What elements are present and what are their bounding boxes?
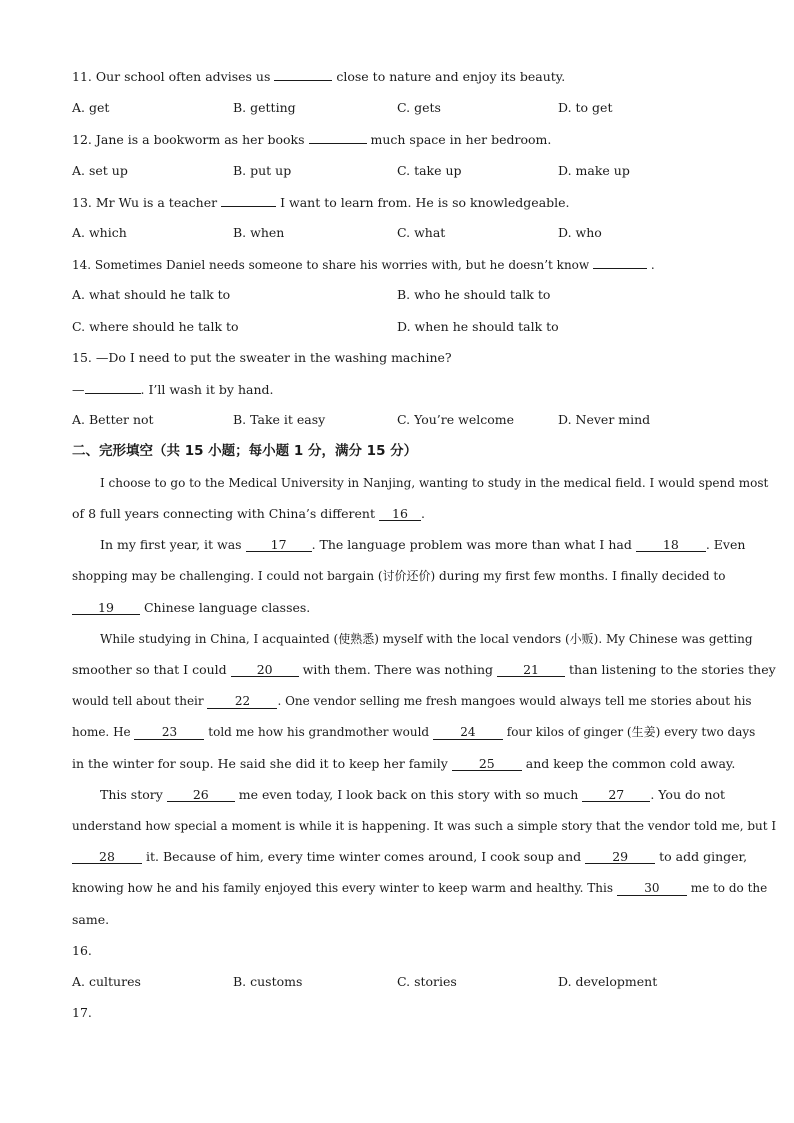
passage-line: I choose to go to the Medical University in Nanjing, wanting to study in the medical field. I would spend most bbox=[100, 476, 769, 490]
option-d[interactable]: D. development bbox=[558, 974, 658, 989]
passage-text: of 8 full years connecting with China’s different bbox=[72, 506, 375, 521]
question-13 bbox=[72, 194, 570, 211]
question-text: Jane is a bookworm as her books bbox=[95, 132, 305, 147]
answer-blank[interactable] bbox=[221, 194, 276, 207]
passage-text: with them. There was nothing bbox=[302, 662, 494, 677]
option-a[interactable]: A. set up bbox=[72, 163, 128, 178]
cloze-blank-30[interactable]: 30 bbox=[617, 882, 687, 896]
passage-line bbox=[72, 600, 310, 616]
option-b[interactable]: B. customs bbox=[233, 974, 303, 989]
question-text: Our school often advises us bbox=[95, 69, 271, 84]
cloze-blank-29[interactable]: 29 bbox=[585, 850, 655, 864]
question-17-number: 17. bbox=[72, 1005, 92, 1020]
cloze-blank-17[interactable]: 17 bbox=[246, 538, 312, 552]
passage-line: same. bbox=[72, 912, 110, 927]
question-text: Mr Wu is a teacher bbox=[95, 195, 218, 210]
passage-line bbox=[72, 506, 425, 522]
passage-line: shopping may be challenging. I could not bargain (讨价还价) during my first few months. I finally decided to bbox=[72, 569, 726, 583]
passage-text: knowing how he and his family enjoyed this every winter to keep warm and healthy. This bbox=[72, 881, 614, 895]
question-text: . I’ll wash it by hand. bbox=[140, 382, 274, 397]
option-d[interactable]: D. Never mind bbox=[558, 412, 651, 427]
dialogue-dash: — bbox=[72, 382, 85, 397]
question-text: close to nature and enjoy its beauty. bbox=[336, 69, 566, 84]
option-a[interactable]: A. cultures bbox=[72, 974, 141, 989]
option-d[interactable]: D. to get bbox=[558, 100, 613, 115]
passage-text: home. He bbox=[72, 725, 131, 739]
passage-line: While studying in China, I acquainted (使熟悉) myself with the local vendors (小贩). My Chinese was getting bbox=[100, 632, 753, 646]
passage-text: told me how his grandmother would bbox=[208, 725, 430, 739]
cloze-blank-16[interactable]: 16 bbox=[379, 507, 421, 521]
cloze-blank-19[interactable]: 19 bbox=[72, 601, 140, 615]
question-text: . bbox=[650, 258, 655, 272]
cloze-blank-20[interactable]: 20 bbox=[231, 663, 299, 677]
cloze-blank-28[interactable]: 28 bbox=[72, 850, 142, 864]
cloze-blank-23[interactable]: 23 bbox=[134, 726, 204, 740]
option-b[interactable]: B. put up bbox=[233, 163, 292, 178]
passage-text: In my first year, it was bbox=[100, 537, 242, 552]
option-a[interactable]: A. what should he talk to bbox=[72, 287, 231, 302]
passage-text: would tell about their bbox=[72, 694, 204, 708]
option-a[interactable]: A. Better not bbox=[72, 412, 154, 427]
passage-line bbox=[100, 787, 725, 803]
question-15-response bbox=[72, 381, 273, 398]
answer-blank[interactable] bbox=[593, 256, 647, 269]
passage-text: . You do not bbox=[650, 787, 726, 802]
passage-text: Chinese language classes. bbox=[143, 600, 311, 615]
option-c[interactable]: C. gets bbox=[397, 100, 441, 115]
question-number: 15. bbox=[72, 350, 92, 365]
option-c[interactable]: C. where should he talk to bbox=[72, 319, 239, 334]
cloze-blank-18[interactable]: 18 bbox=[636, 538, 706, 552]
passage-text: smoother so that I could bbox=[72, 662, 227, 677]
answer-blank[interactable] bbox=[274, 68, 332, 81]
question-11 bbox=[72, 68, 565, 85]
option-c[interactable]: C. take up bbox=[397, 163, 462, 178]
passage-text: . One vendor selling me fresh mangoes would always tell me stories about his bbox=[277, 694, 752, 708]
passage-text: me to do the bbox=[690, 881, 768, 895]
question-12 bbox=[72, 131, 551, 148]
cloze-blank-26[interactable]: 26 bbox=[167, 788, 235, 802]
cloze-blank-22[interactable]: 22 bbox=[207, 695, 277, 709]
question-text: Sometimes Daniel needs someone to share his worries with, but he doesn’t know bbox=[94, 258, 590, 272]
question-text: I want to learn from. He is so knowledgeable. bbox=[280, 195, 570, 210]
passage-line bbox=[72, 756, 735, 772]
question-15 bbox=[72, 350, 452, 366]
cloze-blank-21[interactable]: 21 bbox=[497, 663, 565, 677]
passage-text: and keep the common cold away. bbox=[525, 756, 736, 771]
passage-text: four kilos of ginger (生姜) every two days bbox=[506, 725, 756, 739]
passage-text: in the winter for soup. He said she did it to keep her family bbox=[72, 756, 448, 771]
passage-text: than listening to the stories they bbox=[569, 662, 776, 677]
option-d[interactable]: D. make up bbox=[558, 163, 630, 178]
option-d[interactable]: D. when he should talk to bbox=[397, 319, 559, 334]
answer-blank[interactable] bbox=[309, 131, 367, 144]
passage-line bbox=[72, 880, 767, 896]
passage-line bbox=[72, 724, 755, 740]
option-d[interactable]: D. who bbox=[558, 225, 602, 240]
option-a[interactable]: A. which bbox=[72, 225, 127, 240]
passage-line bbox=[72, 662, 776, 678]
question-number: 11. bbox=[72, 69, 92, 84]
passage-text: . bbox=[420, 506, 425, 521]
option-b[interactable]: B. Take it easy bbox=[233, 412, 326, 427]
question-text: —Do I need to put the sweater in the washing machine? bbox=[95, 350, 452, 365]
cloze-blank-25[interactable]: 25 bbox=[452, 757, 522, 771]
question-text: much space in her bedroom. bbox=[370, 132, 552, 147]
option-b[interactable]: B. who he should talk to bbox=[397, 287, 551, 302]
passage-text: . The language problem was more than what I had bbox=[311, 537, 632, 552]
passage-line: understand how special a moment is while it is happening. It was such a simple story that the vendor told me, but I bbox=[72, 819, 777, 833]
passage-text: to add ginger, bbox=[659, 849, 748, 864]
passage-line bbox=[72, 849, 747, 865]
question-16-number: 16. bbox=[72, 943, 92, 958]
option-a[interactable]: A. get bbox=[72, 100, 110, 115]
question-number: 13. bbox=[72, 195, 92, 210]
passage-line bbox=[72, 693, 752, 709]
passage-text: me even today, I look back on this story with so much bbox=[238, 787, 579, 802]
cloze-blank-27[interactable]: 27 bbox=[582, 788, 650, 802]
passage-text: This story bbox=[100, 787, 163, 802]
option-c[interactable]: C. what bbox=[397, 225, 446, 240]
answer-blank[interactable] bbox=[85, 381, 141, 394]
passage-text: it. Because of him, every time winter comes around, I cook soup and bbox=[145, 849, 582, 864]
section-heading: 二、完形填空（共 15 小题；每小题 1 分，满分 15 分） bbox=[72, 443, 418, 459]
option-b[interactable]: B. when bbox=[233, 225, 285, 240]
cloze-blank-24[interactable]: 24 bbox=[433, 726, 503, 740]
passage-text: . Even bbox=[705, 537, 746, 552]
question-number: 14. bbox=[72, 258, 92, 272]
question-number: 12. bbox=[72, 132, 92, 147]
question-14 bbox=[72, 256, 655, 273]
passage-line bbox=[100, 537, 745, 553]
option-c[interactable]: C. stories bbox=[397, 974, 457, 989]
option-c[interactable]: C. You’re welcome bbox=[397, 412, 514, 427]
option-b[interactable]: B. getting bbox=[233, 100, 296, 115]
